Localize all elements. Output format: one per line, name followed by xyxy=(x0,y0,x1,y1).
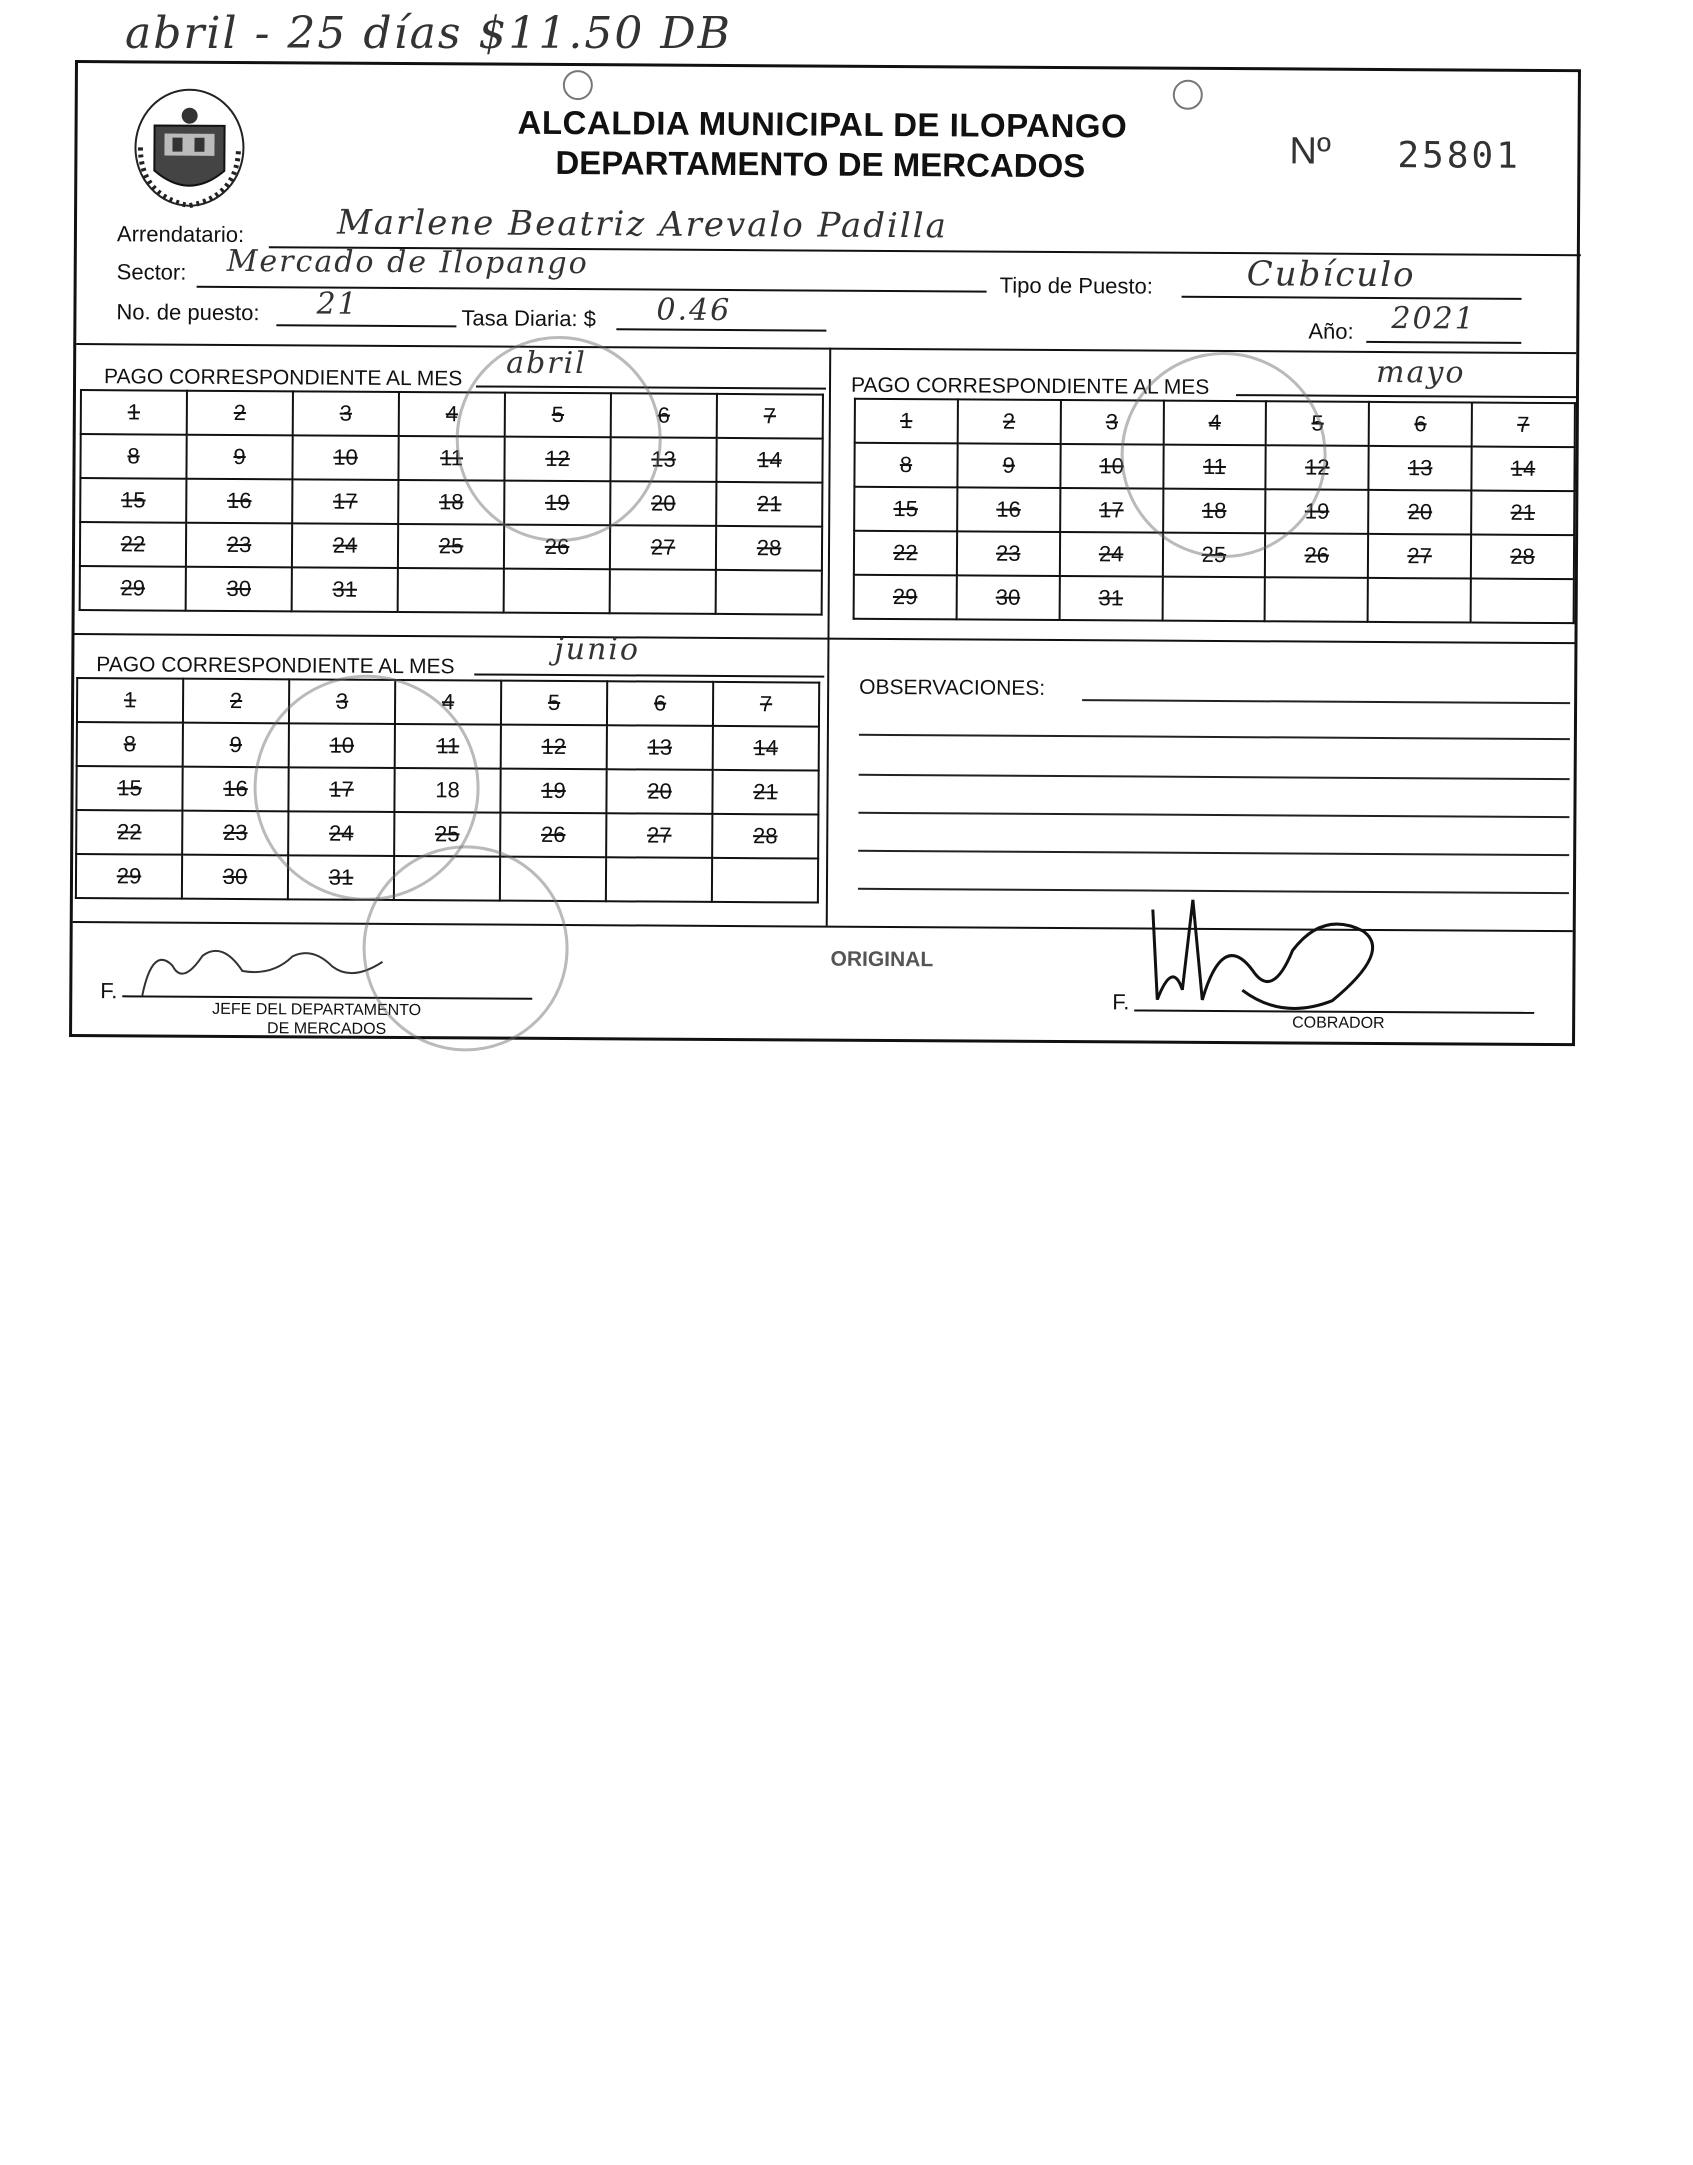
tipo-puesto-label: Tipo de Puesto: xyxy=(999,272,1153,299)
month-3-underline xyxy=(474,673,824,677)
day-cell: 17 xyxy=(1060,488,1163,533)
day-cell: 14 xyxy=(1471,447,1574,492)
jefe-label-line2: DE MERCADOS xyxy=(267,1020,387,1038)
day-cell: 11 xyxy=(395,724,501,769)
day-cell: 6 xyxy=(607,681,713,726)
day-cell: 18 xyxy=(394,768,500,813)
day-cell: 2 xyxy=(958,399,1061,444)
month-2-value: mayo xyxy=(1376,354,1466,391)
day-cell: 18 xyxy=(398,480,504,525)
day-cell: 7 xyxy=(1472,403,1575,448)
day-cell: 30 xyxy=(956,575,1059,620)
day-cell: 28 xyxy=(712,814,818,859)
day-cell: 22 xyxy=(80,522,186,567)
cobrador-label: COBRADOR xyxy=(1292,1014,1385,1033)
day-cell: 3 xyxy=(293,391,399,436)
f-right-label: F. xyxy=(1112,989,1130,1015)
day-cell: 13 xyxy=(1369,446,1472,491)
title-departamento: DEPARTAMENTO DE MERCADOS xyxy=(555,143,1086,185)
day-cell: 15 xyxy=(80,478,186,523)
municipal-seal-icon xyxy=(132,85,248,211)
sector-label: Sector: xyxy=(116,259,187,285)
day-cell: 25 xyxy=(1162,533,1265,578)
day-cell xyxy=(1265,577,1368,622)
jefe-label-line1: JEFE DEL DEPARTAMENTO xyxy=(212,1000,422,1020)
day-cell: 8 xyxy=(80,434,186,479)
day-cell: 11 xyxy=(1163,445,1266,490)
f-left-label: F. xyxy=(100,978,118,1004)
day-cell: 12 xyxy=(501,725,607,770)
day-cell: 15 xyxy=(76,766,182,811)
day-cell: 4 xyxy=(395,680,501,725)
calendar-row xyxy=(80,522,822,571)
day-cell: 30 xyxy=(182,855,288,900)
anio-underline xyxy=(1366,341,1521,344)
anio-value: 2021 xyxy=(1391,301,1476,337)
calendar-row xyxy=(854,575,1574,623)
tasa-diaria-underline xyxy=(616,328,826,331)
cobrador-signature-icon xyxy=(1132,889,1413,1031)
day-cell: 1 xyxy=(855,399,958,444)
day-cell: 29 xyxy=(854,575,957,620)
day-cell xyxy=(1162,577,1265,622)
day-cell: 31 xyxy=(1059,576,1162,621)
day-cell: 29 xyxy=(80,566,186,611)
day-cell: 23 xyxy=(186,523,292,568)
day-cell: 25 xyxy=(394,812,500,857)
day-cell: 23 xyxy=(182,811,288,856)
punch-hole xyxy=(1173,80,1203,110)
month-1-label: PAGO CORRESPONDIENTE AL MES xyxy=(103,365,463,391)
day-cell xyxy=(712,858,818,903)
day-cell: 8 xyxy=(77,722,183,767)
month-3-label: PAGO CORRESPONDIENTE AL MES xyxy=(96,653,455,679)
day-cell: 23 xyxy=(957,531,1060,576)
administracion-stamp xyxy=(1120,351,1327,558)
day-cell: 9 xyxy=(957,443,1060,488)
handwritten-top-note: abril - 25 días $11.50 DB xyxy=(125,8,732,59)
day-cell: 24 xyxy=(288,811,394,856)
day-cell xyxy=(1368,578,1471,623)
observaciones-line xyxy=(858,812,1569,818)
day-cell: 22 xyxy=(854,531,957,576)
day-cell: 24 xyxy=(292,523,398,568)
day-cell: 20 xyxy=(610,481,716,526)
observaciones-line xyxy=(859,734,1570,740)
observaciones-line xyxy=(1082,699,1570,704)
day-cell xyxy=(504,569,610,614)
day-cell: 21 xyxy=(1471,491,1574,536)
calendar-row xyxy=(81,390,823,439)
day-cell: 13 xyxy=(607,725,713,770)
day-cell: 14 xyxy=(716,438,822,483)
day-cell: 4 xyxy=(399,392,505,437)
sector-underline xyxy=(197,286,987,293)
day-cell: 28 xyxy=(1471,535,1574,580)
day-cell: 12 xyxy=(504,437,610,482)
month-2-label: PAGO CORRESPONDIENTE AL MES xyxy=(850,373,1210,399)
observaciones-label: OBSERVACIONES: xyxy=(859,675,1046,700)
day-cell xyxy=(398,568,504,613)
day-cell: 10 xyxy=(289,723,395,768)
day-cell: 9 xyxy=(183,723,289,768)
observaciones-line xyxy=(859,774,1570,780)
day-cell: 3 xyxy=(1060,400,1163,445)
section-divider-middle xyxy=(74,633,1574,644)
day-cell: 25 xyxy=(398,524,504,569)
arrendatario-label: Arrendatario: xyxy=(116,221,245,248)
day-cell: 17 xyxy=(292,479,398,524)
receipt-number-label: Nº xyxy=(1289,130,1331,173)
day-cell: 5 xyxy=(505,393,611,438)
day-cell: 20 xyxy=(1368,490,1471,535)
day-cell: 11 xyxy=(398,436,504,481)
day-cell: 7 xyxy=(717,394,823,439)
original-label: ORIGINAL xyxy=(830,947,934,972)
day-cell: 8 xyxy=(854,443,957,488)
day-cell: 31 xyxy=(292,567,398,612)
month-3-value: junio xyxy=(554,631,641,668)
day-cell: 22 xyxy=(76,810,182,855)
tasa-diaria-value: 0.46 xyxy=(656,292,732,329)
day-cell: 6 xyxy=(611,393,717,438)
day-cell: 16 xyxy=(957,487,1060,532)
day-cell: 2 xyxy=(183,679,289,724)
administracion-stamp xyxy=(455,335,662,542)
day-cell: 26 xyxy=(1265,533,1368,578)
day-cell: 30 xyxy=(186,567,292,612)
payment-card xyxy=(69,60,1581,1046)
sector-value: Mercado de Ilopango xyxy=(226,243,589,282)
day-cell: 19 xyxy=(504,481,610,526)
tipo-puesto-underline xyxy=(1182,296,1522,300)
day-cell: 20 xyxy=(606,769,712,814)
day-cell: 5 xyxy=(501,681,607,726)
day-cell: 16 xyxy=(182,767,288,812)
day-cell: 19 xyxy=(500,769,606,814)
month-1-calendar xyxy=(79,389,824,616)
day-cell xyxy=(1471,579,1574,624)
day-cell: 10 xyxy=(292,435,398,480)
day-cell: 24 xyxy=(1060,532,1163,577)
receipt-number: 25801 xyxy=(1397,135,1521,177)
calendar-row xyxy=(80,566,822,615)
day-cell: 18 xyxy=(1163,489,1266,534)
day-cell: 1 xyxy=(77,678,183,723)
day-cell: 4 xyxy=(1163,401,1266,446)
day-cell: 7 xyxy=(713,682,819,727)
day-cell: 12 xyxy=(1266,445,1369,490)
day-cell: 29 xyxy=(76,854,182,899)
day-cell: 27 xyxy=(1368,534,1471,579)
day-cell: 5 xyxy=(1266,401,1369,446)
day-cell: 9 xyxy=(186,435,292,480)
calendar-row xyxy=(80,478,822,527)
observaciones-line xyxy=(858,850,1569,856)
day-cell: 21 xyxy=(712,770,818,815)
day-cell: 28 xyxy=(716,526,822,571)
day-cell: 31 xyxy=(288,855,394,900)
day-cell: 6 xyxy=(1369,402,1472,447)
day-cell: 26 xyxy=(504,525,610,570)
no-puesto-value: 21 xyxy=(316,286,359,322)
day-cell: 13 xyxy=(610,437,716,482)
arrendatario-value: Marlene Beatriz Arevalo Padilla xyxy=(336,202,949,247)
day-cell: 19 xyxy=(1266,489,1369,534)
day-cell: 3 xyxy=(289,679,395,724)
day-cell xyxy=(716,570,822,615)
day-cell: 15 xyxy=(854,487,957,532)
calendar-row xyxy=(80,434,822,483)
title-alcaldia: ALCALDIA MUNICIPAL DE ILOPANGO xyxy=(517,103,1128,145)
day-cell: 1 xyxy=(81,390,187,435)
day-cell: 10 xyxy=(1060,444,1163,489)
day-cell: 17 xyxy=(288,767,394,812)
day-cell: 2 xyxy=(187,391,293,436)
day-cell xyxy=(606,857,712,902)
no-puesto-label: No. de puesto: xyxy=(116,299,260,326)
day-cell: 27 xyxy=(610,525,716,570)
month-1-value: abril xyxy=(506,345,587,382)
punch-hole xyxy=(563,70,593,100)
tipo-puesto-value: Cubículo xyxy=(1246,254,1416,296)
anio-label: Año: xyxy=(1308,318,1354,344)
tasa-diaria-label: Tasa Diaria: $ xyxy=(461,305,597,332)
day-cell: 14 xyxy=(713,726,819,771)
day-cell: 21 xyxy=(716,482,822,527)
day-cell: 16 xyxy=(186,479,292,524)
day-cell: 26 xyxy=(500,813,606,858)
no-puesto-underline xyxy=(276,324,456,327)
day-cell: 27 xyxy=(606,813,712,858)
day-cell xyxy=(610,569,716,614)
administracion-stamp xyxy=(362,845,569,1052)
